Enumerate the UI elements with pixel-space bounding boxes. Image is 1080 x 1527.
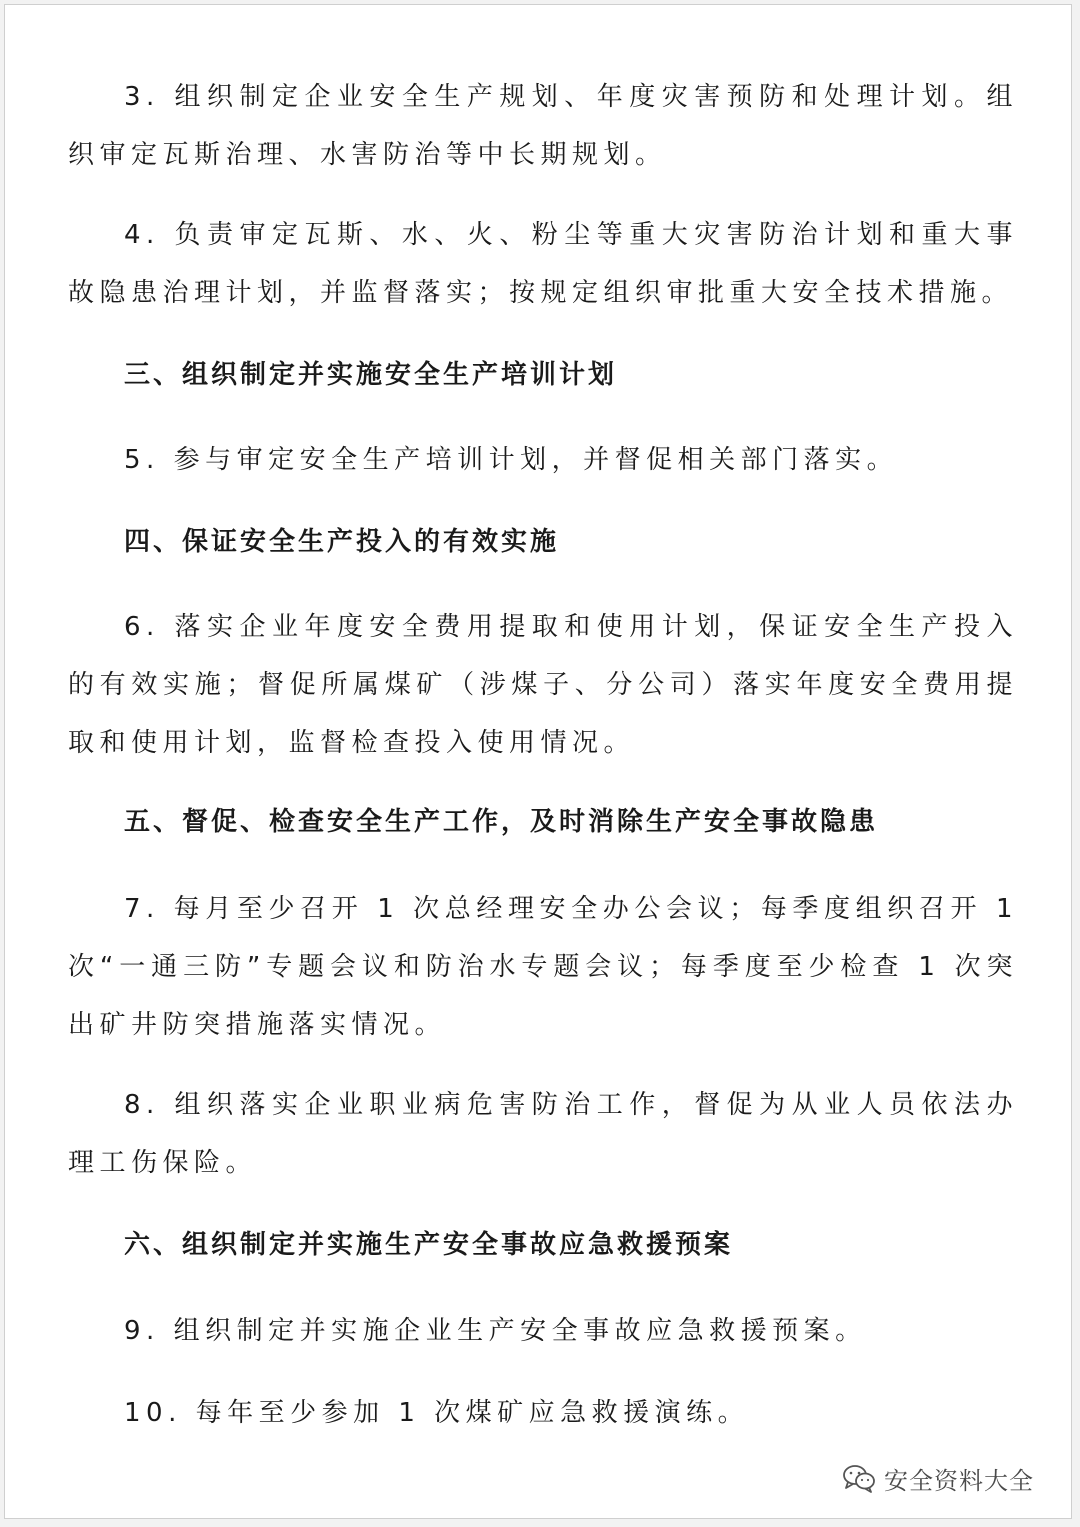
paragraph-item-8: 8. 组织落实企业职业病危害防治工作，督促为从业人员依法办理工伤保险。	[68, 1090, 1018, 1178]
paragraph-item-5: 5. 参与审定安全生产培训计划，并督促相关部门落实。	[124, 445, 899, 475]
paragraph-item-6: 6. 落实企业年度安全费用提取和使用计划，保证安全生产投入的有效实施；督促所属煤矿（涉煤子、分公司）落实年度安全费用提取和使用计划，监督检查投入使用情况。	[68, 612, 1018, 758]
paragraph-item-9: 9. 组织制定并实施企业生产安全事故应急救援预案。	[124, 1316, 867, 1346]
section-heading-4: 四、保证安全生产投入的有效实施	[124, 527, 560, 557]
section-heading-3: 三、组织制定并实施安全生产培训计划	[124, 360, 618, 390]
watermark-text: 安全资料大全	[884, 1466, 1034, 1495]
paragraph-item-4: 4. 负责审定瓦斯、水、火、粉尘等重大灾害防治计划和重大事故隐患治理计划，并监督落实；按规定组织审批重大安全技术措施。	[68, 220, 1018, 308]
paragraph-item-10: 10. 每年至少参加 1 次煤矿应急救援演练。	[124, 1398, 750, 1428]
section-heading-5: 五、督促、检查安全生产工作，及时消除生产安全事故隐患	[124, 807, 879, 837]
paragraph-item-3: 3. 组织制定企业安全生产规划、年度灾害预防和处理计划。组织审定瓦斯治理、水害防治等中长期规划。	[68, 82, 1018, 170]
watermark	[842, 1458, 1034, 1498]
paragraph-item-7: 7. 每月至少召开 1 次总经理安全办公会议；每季度组织召开 1 次“一通三防”专题会议和防治水专题会议；每季度至少检查 1 次突出矿井防突措施落实情况。	[68, 894, 1018, 1040]
section-heading-6: 六、组织制定并实施生产安全事故应急救援预案	[124, 1230, 734, 1260]
wechat-icon	[842, 1463, 876, 1493]
